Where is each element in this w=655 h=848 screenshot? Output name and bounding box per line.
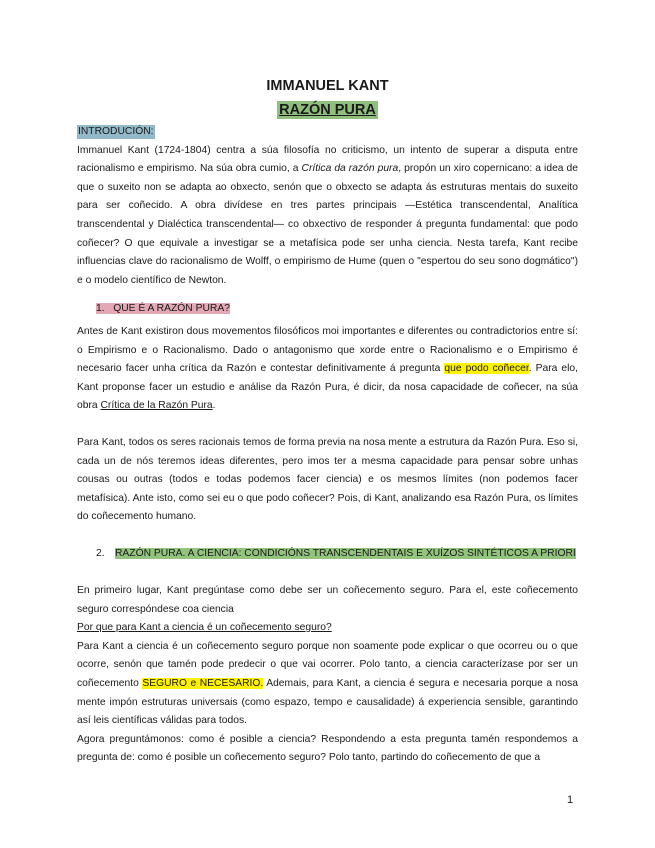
intro-text-a: Immanuel Kant (1724-1804) centra a súa filosofía no criticismo, un intento de superar a disputa entre racionalismo e empirismo. Na súa obra cumio, a <box>77 144 578 175</box>
section1-heading-text: QUE É A RAZÓN PURA? <box>113 303 230 314</box>
intro-section <box>77 123 578 290</box>
document-subtitle-wrap <box>0 101 655 119</box>
section2-paragraph-2 <box>77 638 578 731</box>
page-number: 1 <box>567 794 574 806</box>
section2-paragraph-1: En primeiro lugar, Kant pregúntase como debe ser un coñecemento seguro. Para el, este coñecemento seguro correspóndese coa ciencia <box>77 585 578 615</box>
intro-paragraph <box>77 142 578 291</box>
section1-heading <box>96 302 230 316</box>
section1-number: 1. <box>96 303 105 314</box>
intro-label: INTRODUCIÓN: <box>78 126 154 137</box>
section1-p1-highlight: que podo coñecer <box>444 363 529 375</box>
section1-p1-book-title: Crítica de la Razón Pura <box>100 400 213 412</box>
section2-heading <box>96 545 579 564</box>
section2-question <box>77 619 578 638</box>
intro-text-b: , propón un xiro copernicano: a idea de que o suxeito non se adapta ao obxecto, senón que o obxecto se adapta ás estruturas mentais do suxeito para ser coñecido. A obra divídese en tres partes principais —Estética transcendental, Analítica transcendental y Dialéctica transcendental— co obxectivo de responder á pregunta fundamental: que podo coñecer? O que equivale a investigar se a metafísica pode ser unha ciencia. Nesta tarefa, Kant recibe influencias clave do racionalismo de Wolff, o empirismo de Hume (quen o "espertou do seu sono dogmático") e o modelo científico de Newton. <box>77 163 578 286</box>
intro-label-row <box>77 123 578 142</box>
section2-body <box>77 582 578 768</box>
section2-p2-highlight: SEGURO e NECESARIO. <box>142 677 264 689</box>
section1-body-2 <box>77 434 578 527</box>
section1-paragraph-1 <box>77 323 578 416</box>
section1-heading-highlight <box>96 303 230 314</box>
section2-question-text: Por que para Kant a ciencia é un coñecemento seguro? <box>77 622 332 634</box>
document-title: IMMANUEL KANT <box>266 78 389 94</box>
section2-number: 2. <box>96 548 105 559</box>
section2-heading-text: RAZÓN PURA. A CIENCIA: CONDICIÓNS TRANSCENDENTAIS E XUÍZOS SINTÉTICOS A PRIORI <box>115 548 576 559</box>
section1-p1-text-a: Antes de Kant existiron dous movementos filosóficos moi importantes e diferentes ou contradictorios entre sí: o Empirismo e o Racionalismo. Dado o antagonismo que xorde entre o Racionalismo e o Empirismo é necesario facer unha crítica da Razón e contestar definitivamente á pregunta <box>77 326 578 375</box>
section1-p1-text-c: . <box>212 400 216 412</box>
section1-p1-text-b: . Para elo, Kant proponse facer un estudio e análise da Razón Pura, é dicir, da nosa capacidade de coñecer, na súa obra <box>77 363 579 412</box>
section1-paragraph-2: Para Kant, todos os seres racionais temos de forma previa na nosa mente a estrutura da Razón Pura. Eso si, cada un de nós teremos ideas diferentes, pero imos ter a mesma capacidade para pensar sobre unhas cousas ou outras (todos e todas podemos facer ciencia) e os mesmos límites (non podemos facer metafísica). Ante isto, como sei eu o que podo coñecer? Pois, di Kant, analizando esa Razón Pura, os límites do coñecemento humano. <box>77 437 578 523</box>
section2-p2-text-b: Ademais, para Kant, a ciencia é segura e necesaria porque a nosa mente impón estruturas universais (como espazo, tempo e causalidade) á experiencia sensible, garantindo así leis científicas válidas para todos. <box>77 677 578 727</box>
section2-heading-wrap <box>115 545 579 564</box>
section2-p2-text-a: Para Kant a ciencia é un coñecemento seguro porque non soamente pode explicar o que ocorreu ou o que ocorre, senón que tamén pode predecir o que vai ocorrer. Polo tanto, a ciencia caracterízase por ser un coñecemento <box>77 640 578 689</box>
document-subtitle: RAZÓN PURA <box>279 102 376 118</box>
section2-paragraph-3: Agora preguntámonos: como é posible a ciencia? Respondendo a esta pregunta tamén respondemos a pregunta de: como é posible un coñecemento seguro? Polo tanto, partindo do coñecemento de que a <box>77 733 578 764</box>
intro-book-title: Crítica da razón pura <box>301 163 399 175</box>
section1-body <box>77 323 578 416</box>
